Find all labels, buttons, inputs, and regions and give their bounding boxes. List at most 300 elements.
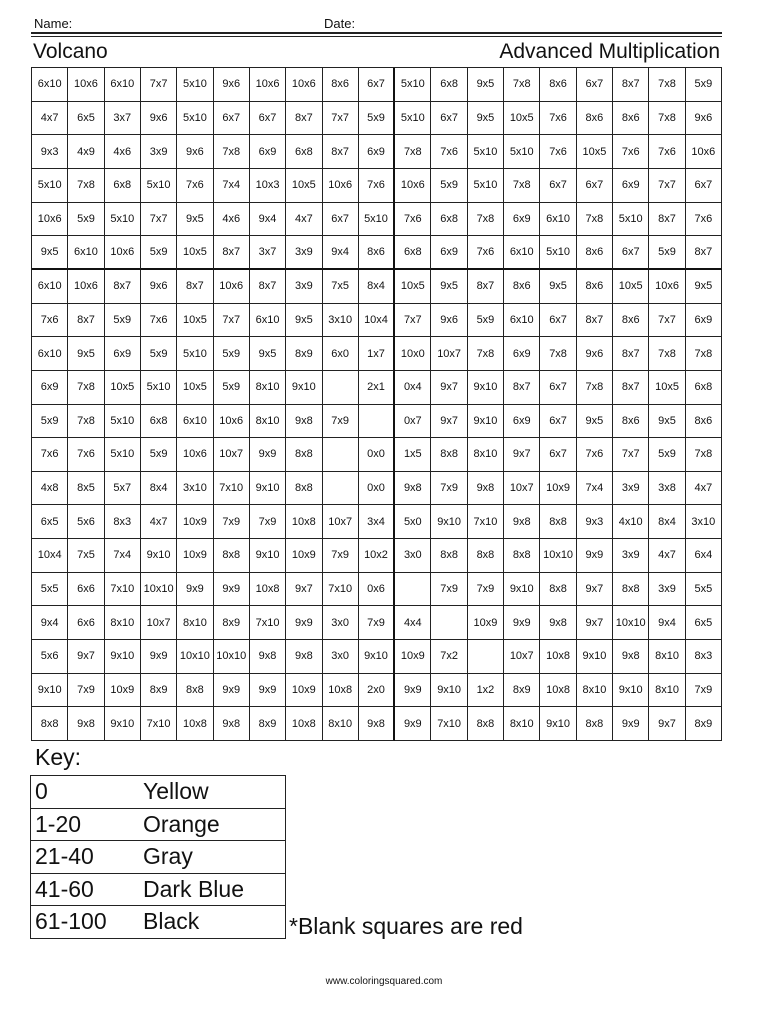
grid-cell: 10x5 bbox=[613, 270, 649, 304]
grid-cell: 10x5 bbox=[649, 371, 685, 405]
grid-cell: 6x7 bbox=[214, 102, 250, 136]
grid-cell: 8x7 bbox=[613, 337, 649, 371]
grid-cell: 7x6 bbox=[68, 438, 104, 472]
grid-cell: 5x9 bbox=[214, 337, 250, 371]
grid-cell: 3x9 bbox=[286, 270, 322, 304]
grid-cell: 9x10 bbox=[504, 573, 540, 607]
grid-cell: 7x5 bbox=[68, 539, 104, 573]
grid-cell: 8x7 bbox=[105, 270, 141, 304]
grid-cell: 6x9 bbox=[105, 337, 141, 371]
grid-cell: 5x9 bbox=[649, 236, 685, 270]
grid-cell: 1x5 bbox=[395, 438, 431, 472]
grid-cell: 6x9 bbox=[504, 405, 540, 439]
grid-cell: 6x8 bbox=[431, 203, 467, 237]
grid-cell: 10x5 bbox=[177, 371, 213, 405]
grid-cell: 9x8 bbox=[468, 472, 504, 506]
grid-cell: 9x8 bbox=[68, 707, 104, 741]
grid-cell: 5x9 bbox=[141, 236, 177, 270]
grid-cell bbox=[431, 606, 467, 640]
grid-cell: 10x2 bbox=[359, 539, 395, 573]
grid-cell: 10x5 bbox=[395, 270, 431, 304]
grid-cell: 6x9 bbox=[32, 371, 68, 405]
grid-cell: 8x7 bbox=[323, 135, 359, 169]
grid-cell: 7x9 bbox=[359, 606, 395, 640]
grid-cell: 8x8 bbox=[177, 674, 213, 708]
grid-cell: 4x9 bbox=[68, 135, 104, 169]
grid-cell: 4x7 bbox=[649, 539, 685, 573]
grid-cell: 10x9 bbox=[286, 539, 322, 573]
grid-cell: 9x8 bbox=[613, 640, 649, 674]
grid-cell: 9x7 bbox=[577, 573, 613, 607]
grid-cell: 7x6 bbox=[395, 203, 431, 237]
grid-cell: 10x5 bbox=[105, 371, 141, 405]
grid-cell: 3x9 bbox=[141, 135, 177, 169]
grid-cell: 8x4 bbox=[649, 505, 685, 539]
grid-cell: 3x9 bbox=[613, 472, 649, 506]
grid-cell: 7x8 bbox=[577, 203, 613, 237]
grid-cell: 5x9 bbox=[214, 371, 250, 405]
grid-cell: 6x8 bbox=[141, 405, 177, 439]
grid-cell: 10x9 bbox=[395, 640, 431, 674]
grid-cell: 9x9 bbox=[395, 707, 431, 741]
grid-cell: 10x6 bbox=[68, 270, 104, 304]
grid-cell: 9x6 bbox=[141, 270, 177, 304]
grid-cell: 9x8 bbox=[286, 405, 322, 439]
grid-cell: 8x10 bbox=[468, 438, 504, 472]
grid-cell: 10x7 bbox=[504, 640, 540, 674]
grid-cell: 8x6 bbox=[613, 304, 649, 338]
key-row bbox=[31, 808, 286, 841]
key-row bbox=[31, 776, 286, 809]
grid-cell: 9x5 bbox=[250, 337, 286, 371]
grid-cell: 7x8 bbox=[686, 438, 722, 472]
grid-cell: 9x10 bbox=[431, 505, 467, 539]
grid-cell: 9x9 bbox=[214, 674, 250, 708]
grid-cell: 5x9 bbox=[141, 337, 177, 371]
key-range: 0 bbox=[31, 776, 140, 809]
grid-cell: 8x6 bbox=[577, 102, 613, 136]
grid-cell: 7x6 bbox=[577, 438, 613, 472]
grid-cell: 6x9 bbox=[613, 169, 649, 203]
grid-cell: 6x8 bbox=[105, 169, 141, 203]
grid-cell: 5x10 bbox=[32, 169, 68, 203]
grid-cell bbox=[323, 371, 359, 405]
grid-cell: 10x10 bbox=[141, 573, 177, 607]
grid-cell: 10x9 bbox=[468, 606, 504, 640]
grid-cell: 9x7 bbox=[431, 405, 467, 439]
grid-cell: 5x9 bbox=[686, 68, 722, 102]
grid-cell: 7x7 bbox=[141, 68, 177, 102]
grid-cell: 5x10 bbox=[395, 102, 431, 136]
grid-cell: 6x9 bbox=[431, 236, 467, 270]
grid-cell: 6x8 bbox=[395, 236, 431, 270]
grid-cell: 7x7 bbox=[613, 438, 649, 472]
grid-cell: 0x7 bbox=[395, 405, 431, 439]
grid-cell: 7x4 bbox=[105, 539, 141, 573]
grid-cell: 8x8 bbox=[540, 505, 576, 539]
grid-cell: 6x5 bbox=[68, 102, 104, 136]
grid-cell: 7x9 bbox=[431, 573, 467, 607]
grid-cell: 9x8 bbox=[540, 606, 576, 640]
grid-cell: 9x10 bbox=[359, 640, 395, 674]
grid-cell: 7x6 bbox=[141, 304, 177, 338]
grid-cell: 6x7 bbox=[686, 169, 722, 203]
grid-cell: 8x9 bbox=[686, 707, 722, 741]
grid-cell: 7x7 bbox=[214, 304, 250, 338]
grid-cell: 3x9 bbox=[286, 236, 322, 270]
page-title: Volcano bbox=[33, 40, 108, 63]
grid-cell: 7x2 bbox=[431, 640, 467, 674]
grid-cell: 8x6 bbox=[613, 405, 649, 439]
grid-cell: 5x5 bbox=[686, 573, 722, 607]
grid-cell: 8x7 bbox=[214, 236, 250, 270]
grid-cell: 2x0 bbox=[359, 674, 395, 708]
grid-cell: 10x6 bbox=[105, 236, 141, 270]
grid-cell: 6x7 bbox=[613, 236, 649, 270]
grid-cell: 9x5 bbox=[431, 270, 467, 304]
grid-cell: 7x9 bbox=[323, 539, 359, 573]
grid-cell: 10x9 bbox=[286, 674, 322, 708]
grid-cell: 8x3 bbox=[105, 505, 141, 539]
grid-cell: 5x10 bbox=[177, 68, 213, 102]
grid-cell: 5x10 bbox=[504, 135, 540, 169]
grid-cell: 7x8 bbox=[68, 169, 104, 203]
key-color: Gray bbox=[139, 841, 286, 874]
grid-cell: 7x10 bbox=[141, 707, 177, 741]
grid-cell: 7x7 bbox=[141, 203, 177, 237]
grid-cell: 5x10 bbox=[468, 135, 504, 169]
grid-cell: 6x7 bbox=[540, 405, 576, 439]
grid-cell: 9x9 bbox=[395, 674, 431, 708]
grid-cell: 8x8 bbox=[431, 539, 467, 573]
grid-cell: 10x9 bbox=[105, 674, 141, 708]
key-range: 61-100 bbox=[31, 906, 140, 939]
key-title: Key: bbox=[35, 744, 82, 770]
grid-cell: 10x6 bbox=[395, 169, 431, 203]
key-color: Dark Blue bbox=[139, 873, 286, 906]
grid-cell: 8x7 bbox=[649, 203, 685, 237]
grid-cell: 9x5 bbox=[468, 68, 504, 102]
grid-cell: 10x6 bbox=[68, 68, 104, 102]
footer-url: www.coloringsquared.com bbox=[325, 976, 443, 987]
grid-cell: 7x6 bbox=[686, 203, 722, 237]
grid-cell: 9x5 bbox=[177, 203, 213, 237]
header-rule-thin bbox=[31, 36, 722, 37]
grid-cell: 6x10 bbox=[504, 236, 540, 270]
grid-cell: 7x4 bbox=[577, 472, 613, 506]
grid-cell: 0x6 bbox=[359, 573, 395, 607]
grid-cell: 7x5 bbox=[323, 270, 359, 304]
grid-cell: 8x6 bbox=[540, 68, 576, 102]
grid-cell: 7x6 bbox=[32, 438, 68, 472]
grid-cell: 8x10 bbox=[250, 371, 286, 405]
grid-cell: 10x5 bbox=[177, 304, 213, 338]
grid-cell: 9x8 bbox=[286, 640, 322, 674]
grid-cell: 7x6 bbox=[359, 169, 395, 203]
grid-cell: 0x0 bbox=[359, 438, 395, 472]
grid-cell: 10x6 bbox=[214, 405, 250, 439]
grid-cell: 8x7 bbox=[250, 270, 286, 304]
grid-cell: 10x10 bbox=[214, 640, 250, 674]
grid-cell: 8x7 bbox=[68, 304, 104, 338]
grid-cell: 10x9 bbox=[177, 539, 213, 573]
key-color: Black bbox=[139, 906, 286, 939]
name-label: Name: bbox=[34, 16, 73, 31]
grid-cell: 6x10 bbox=[250, 304, 286, 338]
grid-cell: 8x6 bbox=[686, 405, 722, 439]
grid-cell: 9x10 bbox=[468, 405, 504, 439]
key-row bbox=[31, 841, 286, 874]
grid-cell: 9x9 bbox=[577, 539, 613, 573]
grid-cell: 6x9 bbox=[504, 337, 540, 371]
grid-cell: 9x8 bbox=[359, 707, 395, 741]
grid-cell: 8x4 bbox=[141, 472, 177, 506]
grid-cell: 7x8 bbox=[504, 68, 540, 102]
grid-cell: 5x9 bbox=[431, 169, 467, 203]
grid-cell: 9x10 bbox=[540, 707, 576, 741]
grid-cell: 9x4 bbox=[323, 236, 359, 270]
grid-cell: 7x9 bbox=[468, 573, 504, 607]
grid-cell: 9x5 bbox=[68, 337, 104, 371]
grid-cell: 8x9 bbox=[214, 606, 250, 640]
grid-cell: 6x7 bbox=[359, 68, 395, 102]
grid-cell: 9x8 bbox=[395, 472, 431, 506]
grid-cell: 9x4 bbox=[32, 606, 68, 640]
grid-cell bbox=[359, 405, 395, 439]
grid-cell: 10x8 bbox=[286, 505, 322, 539]
grid-cell: 5x0 bbox=[395, 505, 431, 539]
grid-cell: 7x10 bbox=[214, 472, 250, 506]
page-subtitle: Advanced Multiplication bbox=[499, 40, 720, 63]
grid-cell: 10x6 bbox=[686, 135, 722, 169]
grid-cell: 5x7 bbox=[105, 472, 141, 506]
grid-cell: 7x9 bbox=[250, 505, 286, 539]
grid-cell: 4x6 bbox=[214, 203, 250, 237]
grid-cell: 7x10 bbox=[323, 573, 359, 607]
grid-cell: 9x5 bbox=[577, 405, 613, 439]
grid-cell: 6x10 bbox=[32, 68, 68, 102]
grid-cell: 7x6 bbox=[649, 135, 685, 169]
grid-cell: 8x7 bbox=[613, 371, 649, 405]
grid-cell: 4x8 bbox=[32, 472, 68, 506]
grid-cell: 8x7 bbox=[468, 270, 504, 304]
grid-cell: 8x6 bbox=[359, 236, 395, 270]
grid-cell: 9x10 bbox=[286, 371, 322, 405]
grid-cell: 7x8 bbox=[540, 337, 576, 371]
grid-cell: 2x1 bbox=[359, 371, 395, 405]
grid-cell: 3x9 bbox=[613, 539, 649, 573]
grid-cell: 5x10 bbox=[468, 169, 504, 203]
grid-cell: 10x4 bbox=[359, 304, 395, 338]
grid-cell: 9x9 bbox=[613, 707, 649, 741]
grid-cell: 9x8 bbox=[250, 640, 286, 674]
grid-cell: 8x9 bbox=[504, 674, 540, 708]
grid-cell: 5x9 bbox=[141, 438, 177, 472]
grid-cell: 10x8 bbox=[177, 707, 213, 741]
grid-cell: 10x6 bbox=[32, 203, 68, 237]
grid-cell: 5x9 bbox=[468, 304, 504, 338]
grid-cell: 7x6 bbox=[540, 102, 576, 136]
grid-cell: 8x8 bbox=[468, 539, 504, 573]
grid-cell: 10x7 bbox=[323, 505, 359, 539]
grid-cell: 7x8 bbox=[649, 337, 685, 371]
grid-cell: 10x5 bbox=[504, 102, 540, 136]
grid-cell: 7x8 bbox=[649, 102, 685, 136]
grid-cell: 5x10 bbox=[105, 203, 141, 237]
grid-cell: 6x10 bbox=[504, 304, 540, 338]
grid-cell: 8x7 bbox=[686, 236, 722, 270]
grid-cell bbox=[323, 438, 359, 472]
grid-cell: 9x9 bbox=[214, 573, 250, 607]
grid-cell: 10x10 bbox=[540, 539, 576, 573]
grid-cell: 9x10 bbox=[141, 539, 177, 573]
grid-cell: 8x10 bbox=[323, 707, 359, 741]
grid-cell: 9x5 bbox=[540, 270, 576, 304]
grid-cell: 10x5 bbox=[177, 236, 213, 270]
grid-cell: 8x7 bbox=[613, 68, 649, 102]
grid-cell: 9x6 bbox=[431, 304, 467, 338]
grid-cell: 6x10 bbox=[32, 337, 68, 371]
grid-cell: 5x9 bbox=[32, 405, 68, 439]
grid-cell: 7x6 bbox=[32, 304, 68, 338]
grid-cell: 10x8 bbox=[286, 707, 322, 741]
grid-cell: 1x2 bbox=[468, 674, 504, 708]
grid-cell: 5x9 bbox=[649, 438, 685, 472]
grid-cell: 6x9 bbox=[250, 135, 286, 169]
grid-cell: 8x3 bbox=[686, 640, 722, 674]
grid-cell: 9x5 bbox=[32, 236, 68, 270]
grid-cell: 7x9 bbox=[214, 505, 250, 539]
grid-cell: 3x10 bbox=[323, 304, 359, 338]
grid-cell: 7x8 bbox=[649, 68, 685, 102]
grid-cell: 10x6 bbox=[286, 68, 322, 102]
key-row bbox=[31, 873, 286, 906]
grid-cell: 5x10 bbox=[105, 405, 141, 439]
key-range: 41-60 bbox=[31, 873, 140, 906]
key-range: 21-40 bbox=[31, 841, 140, 874]
grid-cell: 8x10 bbox=[577, 674, 613, 708]
grid-cell: 7x8 bbox=[468, 337, 504, 371]
grid-cell: 7x10 bbox=[468, 505, 504, 539]
grid-cell: 5x10 bbox=[177, 102, 213, 136]
grid-cell: 10x6 bbox=[177, 438, 213, 472]
grid-cell: 6x10 bbox=[540, 203, 576, 237]
grid-cell: 3x4 bbox=[359, 505, 395, 539]
grid-cell: 4x4 bbox=[395, 606, 431, 640]
grid-cell: 9x6 bbox=[214, 68, 250, 102]
grid-cell bbox=[395, 573, 431, 607]
grid-cell: 7x6 bbox=[540, 135, 576, 169]
grid-cell: 10x10 bbox=[613, 606, 649, 640]
grid-cell: 9x9 bbox=[250, 438, 286, 472]
grid-cell: 8x5 bbox=[68, 472, 104, 506]
grid-cell: 9x8 bbox=[214, 707, 250, 741]
key-color: Yellow bbox=[139, 776, 286, 809]
grid-cell: 5x10 bbox=[359, 203, 395, 237]
multiplication-grid bbox=[31, 67, 722, 741]
grid-cell: 7x7 bbox=[323, 102, 359, 136]
grid-cell: 9x6 bbox=[141, 102, 177, 136]
grid-cell: 8x8 bbox=[286, 438, 322, 472]
grid-cell: 9x10 bbox=[32, 674, 68, 708]
key-row bbox=[31, 906, 286, 939]
grid-cell: 4x10 bbox=[613, 505, 649, 539]
grid-cell: 9x10 bbox=[613, 674, 649, 708]
grid-cell: 9x10 bbox=[431, 674, 467, 708]
grid-cell: 5x10 bbox=[105, 438, 141, 472]
grid-cell: 8x7 bbox=[504, 371, 540, 405]
grid-cell: 6x6 bbox=[68, 573, 104, 607]
grid-cell: 8x9 bbox=[250, 707, 286, 741]
header-line bbox=[31, 14, 722, 34]
grid-cell: 10x9 bbox=[540, 472, 576, 506]
grid-cell: 5x10 bbox=[141, 371, 177, 405]
grid-cell: 5x10 bbox=[395, 68, 431, 102]
grid-cell: 6x9 bbox=[504, 203, 540, 237]
grid-cell: 10x6 bbox=[214, 270, 250, 304]
grid-cell: 6x7 bbox=[577, 68, 613, 102]
grid-cell: 10x9 bbox=[177, 505, 213, 539]
grid-cell: 0x4 bbox=[395, 371, 431, 405]
grid-cell: 6x7 bbox=[540, 169, 576, 203]
grid-cell bbox=[468, 640, 504, 674]
grid-cell: 9x6 bbox=[686, 102, 722, 136]
grid-cell: 8x8 bbox=[613, 573, 649, 607]
grid-cell: 8x6 bbox=[323, 68, 359, 102]
grid-cell: 6x6 bbox=[68, 606, 104, 640]
grid-cell: 6x10 bbox=[177, 405, 213, 439]
grid-cell: 7x10 bbox=[250, 606, 286, 640]
grid-cell: 5x10 bbox=[141, 169, 177, 203]
grid-cell: 6x10 bbox=[68, 236, 104, 270]
grid-cell: 7x4 bbox=[214, 169, 250, 203]
grid-cell: 6x8 bbox=[686, 371, 722, 405]
grid-cell: 10x7 bbox=[214, 438, 250, 472]
grid-cell: 9x5 bbox=[649, 405, 685, 439]
grid-cell: 3x7 bbox=[105, 102, 141, 136]
grid-cell: 9x7 bbox=[68, 640, 104, 674]
grid-cell: 6x4 bbox=[686, 539, 722, 573]
header-rule bbox=[31, 32, 722, 34]
grid-cell: 6x8 bbox=[286, 135, 322, 169]
grid-cell: 6x7 bbox=[577, 169, 613, 203]
grid-cell: 10x5 bbox=[286, 169, 322, 203]
grid-cell: 7x8 bbox=[686, 337, 722, 371]
grid-cell: 7x6 bbox=[613, 135, 649, 169]
grid-cell: 8x8 bbox=[431, 438, 467, 472]
grid-cell: 10x8 bbox=[540, 640, 576, 674]
grid-cell: 7x7 bbox=[649, 304, 685, 338]
grid-cell: 7x8 bbox=[504, 169, 540, 203]
grid-cell: 3x0 bbox=[395, 539, 431, 573]
grid-cell: 6x9 bbox=[686, 304, 722, 338]
grid-cell: 7x8 bbox=[68, 371, 104, 405]
grid-cell: 8x10 bbox=[105, 606, 141, 640]
grid-cell: 9x9 bbox=[286, 606, 322, 640]
grid-cell: 8x10 bbox=[250, 405, 286, 439]
grid-cell: 3x8 bbox=[649, 472, 685, 506]
grid-cell: 8x6 bbox=[504, 270, 540, 304]
grid-cell: 7x10 bbox=[105, 573, 141, 607]
grid-cell: 9x7 bbox=[649, 707, 685, 741]
grid-cell: 6x7 bbox=[540, 438, 576, 472]
grid-cell: 7x6 bbox=[431, 135, 467, 169]
grid-cell: 9x6 bbox=[577, 337, 613, 371]
grid-cell: 7x8 bbox=[577, 371, 613, 405]
grid-cell: 8x7 bbox=[577, 304, 613, 338]
grid-cell: 8x10 bbox=[177, 606, 213, 640]
grid-cell: 6x7 bbox=[431, 102, 467, 136]
